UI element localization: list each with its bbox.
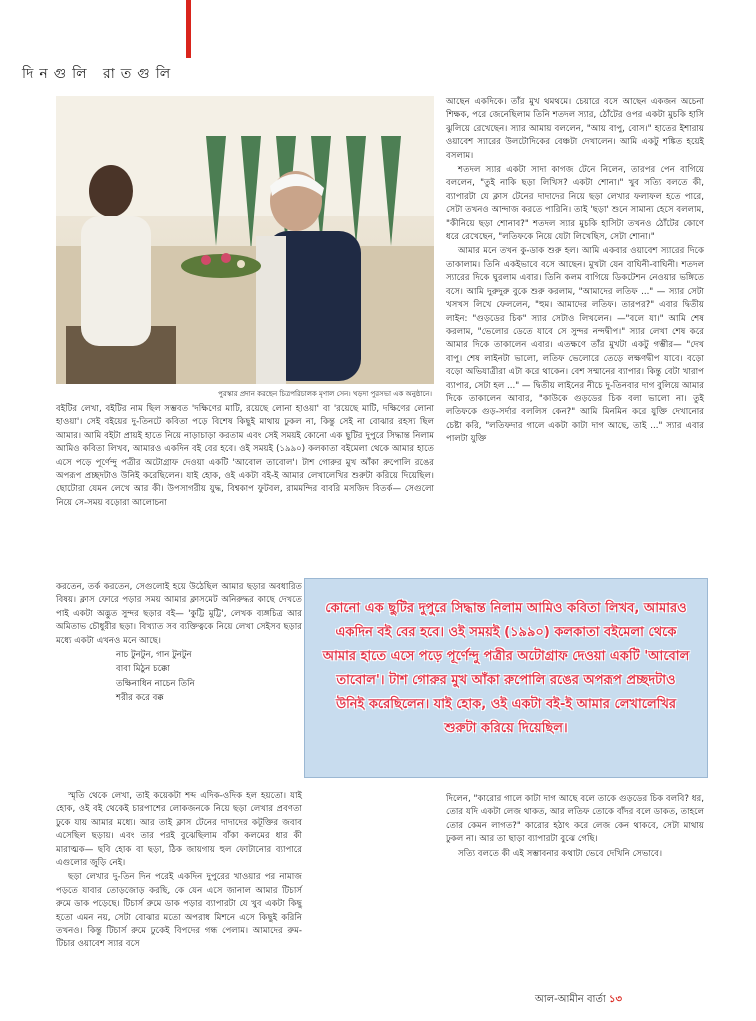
- pull-quote-box: [304, 578, 708, 778]
- right-column-top: [446, 96, 704, 448]
- body-paragraph: সত্যি বলতে কী এই সম্ভাবনার কথাটা ভেবে দেখিনি সেভাবে।: [458, 848, 663, 859]
- left-column-mid: [56, 581, 302, 707]
- body-paragraph: আমার মনে তখন কু-ডাক শুরু হল। আমি একবার ওয়াবেশ স্যারের দিকে তাকালাম। তিনি একইভাবে বসে আছেন। মুখটা যেন বাঘিনী-বাঘিনী। শতদল স্যারের দিকে ঘুরলাম এবার। তিনি কলম বাগিয়ে ডিকটেশন নেওয়ার ভঙ্গিতে বসে। আমি দুরুদুরু বুকে শুরু করলাম, "আমাদের লতিফ ..." — স্যার সেটা খসখস লিখে ফেললেন, "হুম। আমাদের লতিফ। তারপর?" এবার দ্বিতীয় লাইন: "গুড়ডের চিক" স্যার সেটাও লিখলেন। —"বলে যা।" আমি শেষ করলাম, "ভেলোর ডেতে যাবে সে সুন্দর নন্দদ্বীপ।" স্যার লেখা শেষ করে আমার দিকে তাকালেন এবার। এতক্ষণে তাঁর মুখটা একটু গম্ভীর— "দেখ বাপু। শেষ লাইনটা ভালো, লতিফ ভেলোরে তেড়ে লক্ষণদ্বীপ যাবে। বড়ো বড়ো অভিযাত্রীরা এটা করে থাকেন। বেশ সম্মানের ব্যাপার। কিন্তু বেটা খারাপ ব্যাপার, সেটা হল ..." — দ্বিতীয় লাইনের নীচে দু-তিনবার দাগ বুলিয়ে আমার দিকে তাকালেন আবার, "কাউকে গুড়ডের চিক বলা ভালো না। তুই লতিফকে গুড়-সর্দার বললিস কেন?" আমি মিনমিন করে যুক্তি দেখানোর চেষ্টা করি, "লতিফদার গালে একটা কাটা দাগ আছে, তাই ..." স্যার এবার পালটা যুক্তি: [446, 246, 704, 445]
- left-column-bottom: [56, 790, 302, 953]
- body-paragraph: স্মৃতি থেকে লেখা, তাই কয়েকটা শব্দ এদিক-ওদিক হল হয়তো। যাই হোক, ওই বই থেকেই চারপাশের লোকজনকে নিয়ে ছড়া লেখার প্রবণতা ঢুকে যায় আমার মধ্যে। আর তাই ক্লাস টেনের দাদাদের কটূক্তির জবাব এসেছিল ছড়ায়। এবং তার পরই বুঝেছিলাম বাঁকা কলমের ধার কী মারাত্মক— ছবি হোক বা ছড়া, ঠিক জায়গায় হুল ফোটানোর ব্যাপারে এগুলোর জুড়ি নেই।: [56, 791, 302, 869]
- event-photo: [56, 96, 434, 384]
- left-column-top: [56, 403, 434, 511]
- photo-caption: পুরস্কার প্রদান করছেন চিত্রপরিচালক মৃণাল সেন। খড়দা পুরসভা এক অনুষ্ঠানে।: [218, 390, 432, 398]
- body-paragraph: দিলেন, "কারোর গালে কাটা দাগ আছে বলে তাকে গুড়ডের চিক বলবি? ধর, তোর যদি একটা লেজ থাকত, আর লতিফ তোকে বাঁদর বলে ডাকত, তাহলে তোর কেমন লাগত?" কারোর হঠাৎ করে লেজ কেন থাকবে, সেটা মাথায় ঢুকল না। আর তা ছাড়া ব্যাপারটা বুঝে গেছি।: [446, 794, 704, 845]
- pull-quote-text: কোনো এক ছুটির দুপুরে সিদ্ধান্ত নিলাম আমিও কবিতা লিখব, আমারও একদিন বই বের হবে। ওই সময়ই (১৯৯০) কলকাতা বইমেলা থেকে আমার হাতে এসে পড়ে পূর্ণেন্দু পত্রীর অটোগ্রাফ দেওয়া একটি 'আবোল তাবোল'। টাশ গোরুর মুখ আঁকা রুপোলি রঙের অপরূপ প্রচ্ছদটাও উনিই করেছিলেন। যাই হোক, ওই একটা বই-ই আমার লেখালেখির শুরুটা করিয়ে দিয়েছিল।: [322, 601, 690, 736]
- right-column-bottom: [446, 793, 704, 862]
- poem-line: শরীর করে বক্ক: [116, 693, 164, 704]
- poem-line: তক্ষিনাধিন নাচেন তিনি: [116, 678, 195, 689]
- poem-line: নাচ টুনটুন, গান টুনটুন: [116, 650, 192, 661]
- accent-rule: [186, 0, 191, 58]
- magazine-name: আল-আমীন বার্তা: [535, 994, 606, 1005]
- body-paragraph: করতেন, তর্ক করতেন, সেগুলোই হয়ে উঠেছিল আমার ছড়ার অবধারিত বিষয়। ক্লাস ফোরে পড়ার সময় আমার ক্লাসমেট অনিরুদ্ধর কাছে দেখতে পাই একটা অদ্ভুত সুন্দর ছড়ার বই— 'কুট্টি মুট্টি', লেখক ব্যঙ্গচিত্র আর অমিতাভ চৌধুরীর ছড়া। বিখ্যাত সব ব্যক্তিত্বকে নিয়ে লেখা সেইসব ছড়ার মধ্যে একটা এখনও মনে আছে।: [56, 582, 302, 646]
- page-footer: [535, 992, 622, 1009]
- body-paragraph: ছড়া লেখার দু-তিন দিন পরেই একদিন দুপুরের খাওয়ার পর নামাজ পড়তে যাবার তোড়জোড় করছি, কে যেন এসে জানাল আমার টিচার্স রুমে ডাক পড়েছে। টিচার্স রুমে ডাক পড়ার ব্যাপারটা যে খুব একটা কিছু হতো এমন নয়, সেটা বোঝার মতো অপরাধ মিশনে এসে কিছুই করিনি তখনও। কিন্তু টিচার্স রুমে ঢুকেই বিপদের গন্ধ পেলাম। আমাদের রুম-টিচার ওয়াবেশ স্যার বসে: [56, 872, 302, 950]
- poem-line: বাবা মিঠুন চক্কো: [116, 664, 170, 675]
- body-paragraph: বইটির লেখা, বইটির নাম ছিল সম্ভবত 'দক্ষিণের মাটি, রয়েছে লোনা হাওয়া' বা 'রয়েছে মাটি, দক্ষিণের লোনা হাওয়া'। সেই বইয়ের দু-তিনটে কবিতা পড়ে বিশেষ কিছুই মাথায় ঢুকল না, কিন্তু সেই না বোঝার রহস্য ছিল আমার। আমি বইটা প্রায়ই হাতে নিয়ে নাড়াচাড়া করতাম এবং সেই সময়ই কোনো এক ছুটির দুপুরে সিদ্ধান্ত নিলাম আমিও কবিতা লিখব, আমারও একদিন বই বের হবে। ওই সময়ই (১৯৯০) কলকাতা বইমেলা থেকে আমার হাতে এসে পড়ে পূর্ণেন্দু পত্রীর অটোগ্রাফ দেওয়া একটি 'আবোল তাবোল'। টাশ গোরুর মুখ আঁকা রুপোলি রঙের অপরূপ প্রচ্ছদটাও উনিই করেছিলেন। যাই হোক, ওই একটা বই-ই আমার লেখালেখির শুরুটা করিয়ে দিয়েছিল। ছোটোরা যেমন লেখে আর কী। উপসাগরীয় যুদ্ধ, বিশ্বকাপ ফুটবল, রামমন্দির বাবরি মসজিদ বিতর্ক— সেগুলো নিয়ে সে-সময় বড়োরা আলোচনা: [56, 404, 434, 508]
- body-paragraph: শতদল স্যার একটা সাদা কাগজ টেনে নিলেন, তারপর পেন বাগিয়ে বললেন, "তুই নাকি ছড়া লিখিস? একটা শোনা।" খুব সত্যি বলতে কী, ব্যাপারটা যে ক্লাস টেনের দাদাদের নিয়ে ছড়া লেখার ফলাফল হতে পারে, সেটা তখনও আন্দাজ করতে পারিনি। তাই 'ছড়া' শুনে সামান্য হেসে বললাম, "কীনিয়ে ছড়া শোনাব?" শতদল স্যার মুচকি হাসিটা তখনও ঠোঁটের কোণে ধরে রেখেছেন, "লতিফকে নিয়ে যেটা লিখেছিস, সেটা শোনা।": [446, 165, 704, 243]
- page-number: ১৩: [609, 994, 623, 1005]
- section-header: দিনগুলি রাতগুলি: [22, 66, 177, 82]
- body-paragraph: আছেন একদিকে। তাঁর মুখ থমথমে। চেয়ারে বসে আছেন একজন অচেনা শিক্ষক, পরে জেনেছিলাম তিনি শতদল স্যার, ঠোঁটের ওপর একটা মুচকি হাসি ঝুলিয়ে রেখেছেন। স্যার আমায় বললেন, "আয় বাপু, বোস।" হাতের ইশারায় ওয়াবেশ স্যারের উলটোদিকের বেঞ্চটা দেখালেন। আমি একটু শঙ্কিত হয়েই বসলাম।: [446, 97, 704, 161]
- photo-illustration: [56, 96, 434, 384]
